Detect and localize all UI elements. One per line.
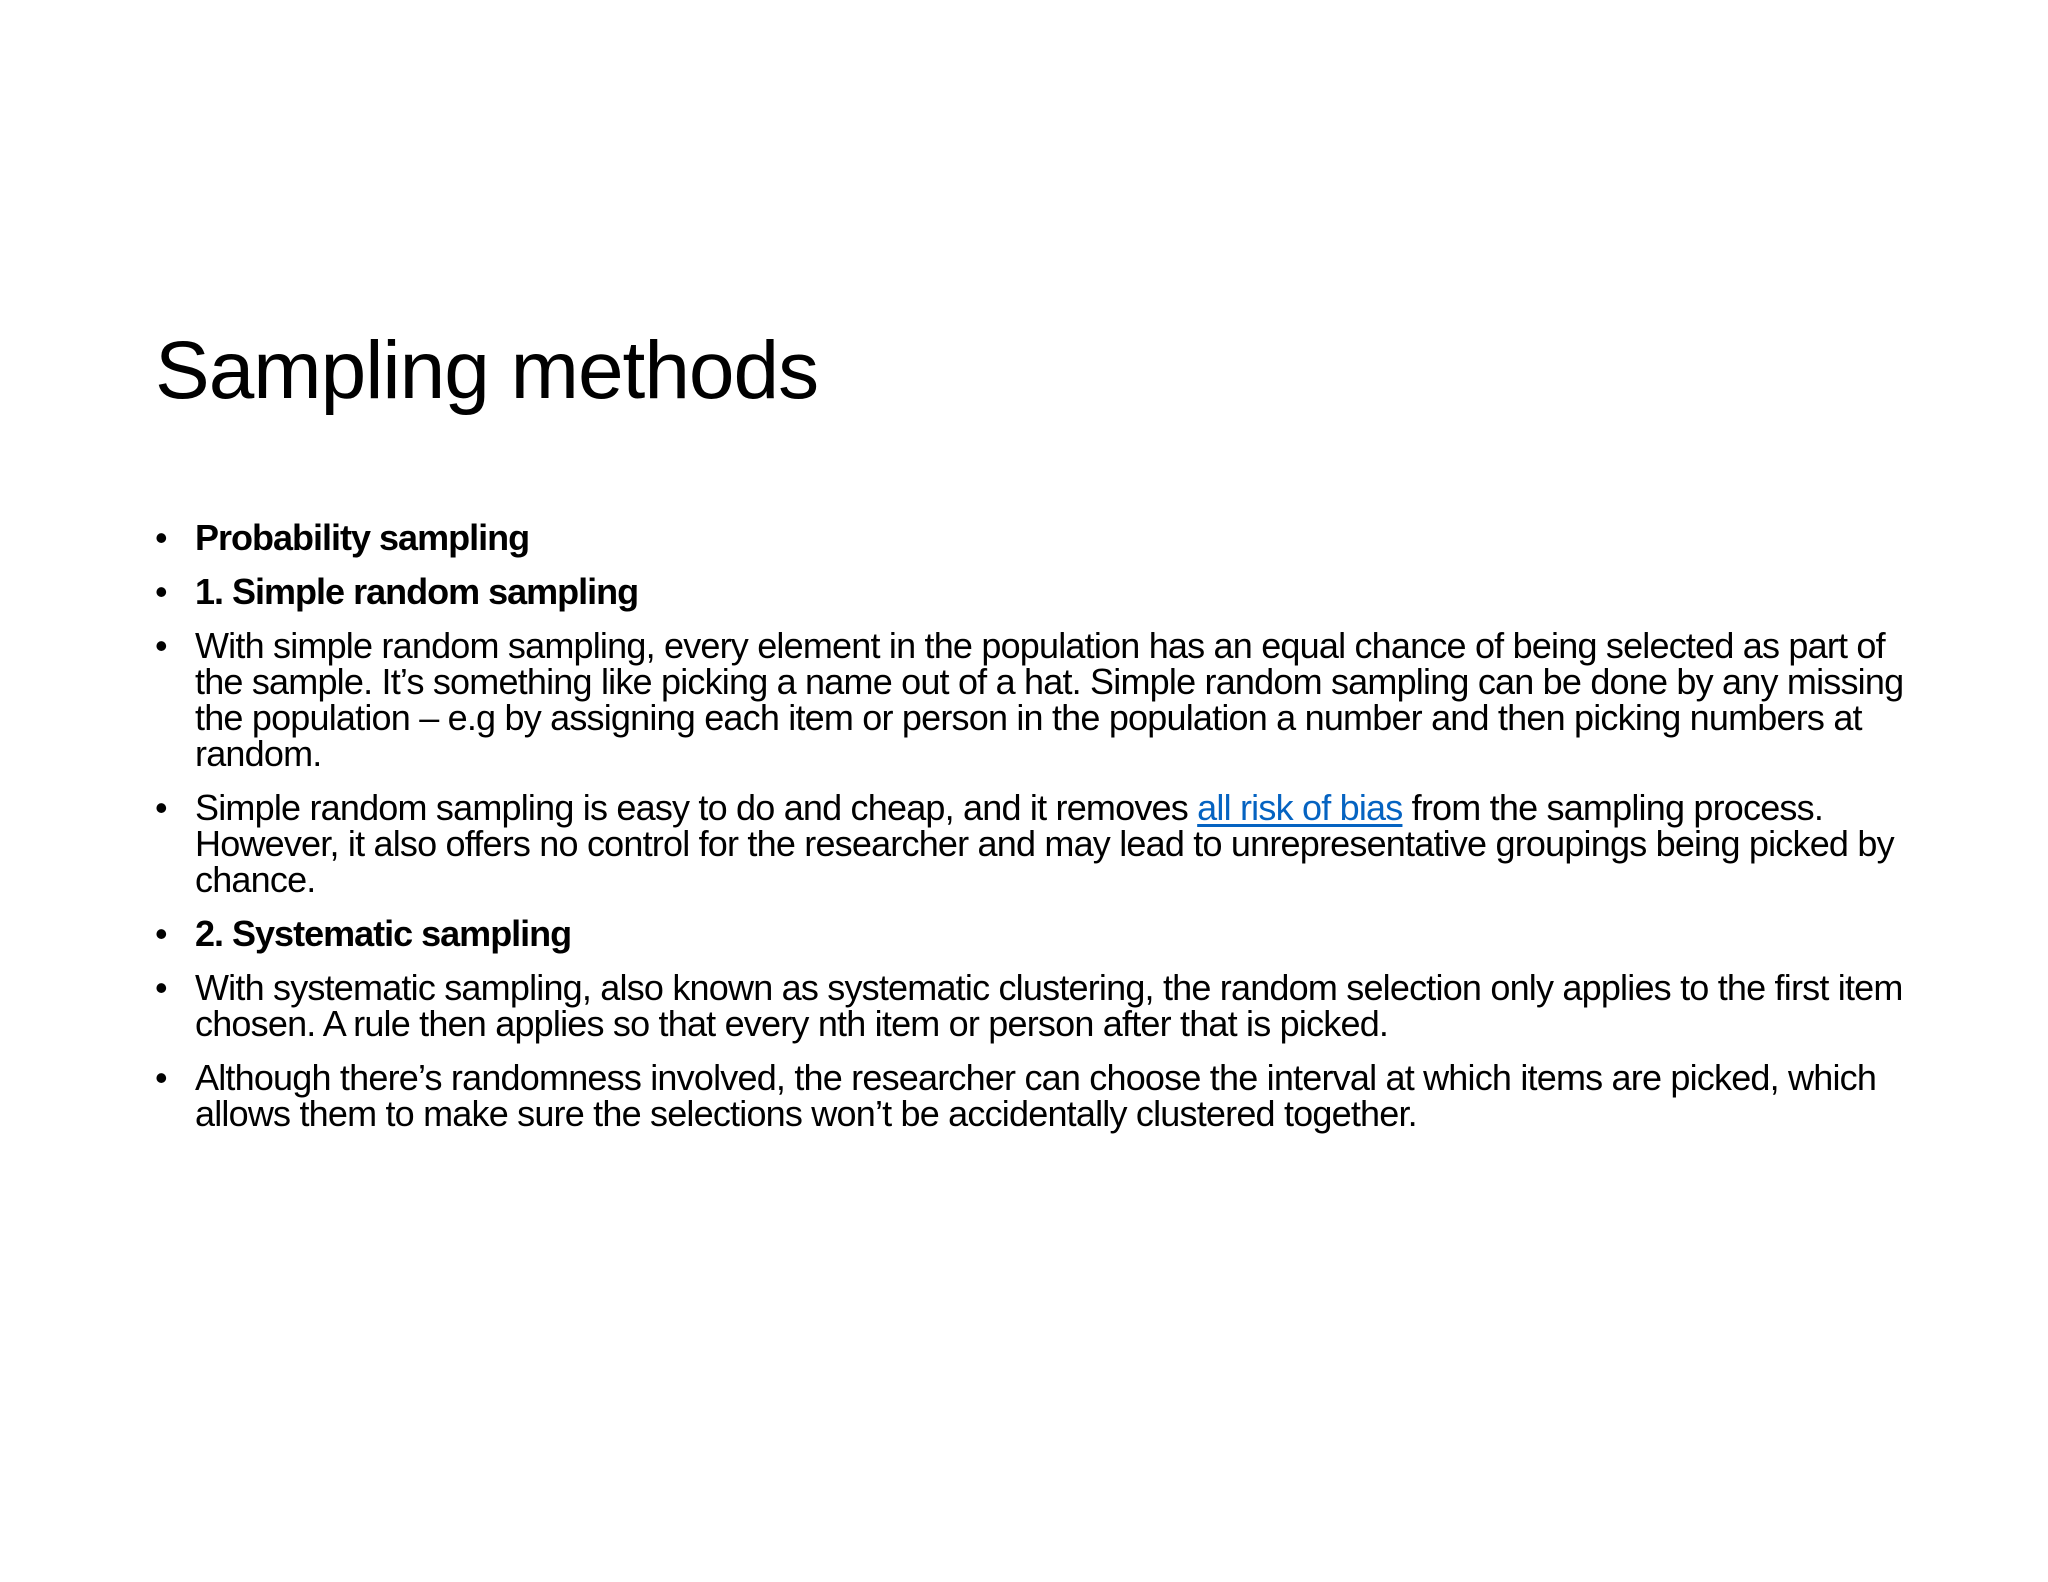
bullet-icon: • [155,1057,167,1098]
risk-of-bias-link[interactable]: all risk of bias [1197,787,1403,828]
bullet-text-before-link: Simple random sampling is easy to do and cheap, and it removes [195,787,1198,828]
bullet-text: 1. Simple random sampling [195,571,639,612]
bullet-icon: • [155,913,167,954]
bullet-icon: • [155,571,167,612]
bullet-text: Although there’s randomness involved, the researcher can choose the interval at which items are picked, which allows them to make sure the selections won’t be accidentally clustered together. [195,1057,1877,1134]
bullet-simple-random-pros-cons [155,787,1905,900]
bullet-systematic-heading [155,913,1905,954]
slide-title: Sampling methods [155,325,819,416]
bullet-icon: • [155,517,167,558]
bullet-text: 2. Systematic sampling [195,913,572,954]
bullet-simple-random-heading [155,571,1905,612]
bullet-icon: • [155,967,167,1008]
bullet-text: Probability sampling [195,517,530,558]
bullet-text: With systematic sampling, also known as systematic clustering, the random selection only applies to the first item chosen. A rule then applies so that every nth item or person after that is picked. [195,967,1903,1044]
bullet-simple-random-description [155,625,1905,774]
bullet-icon: • [155,625,167,666]
bullet-probability-sampling [155,517,1905,558]
bullet-list [155,517,1905,1150]
bullet-icon: • [155,787,167,828]
bullet-systematic-description [155,967,1905,1044]
bullet-text: With simple random sampling, every element in the population has an equal chance of being selected as part of the sample. It’s something like picking a name out of a hat. Simple random sampling can be done by any missing the population – e.g by assigning each item or person in the population a number and then picking numbers at random. [195,625,1904,774]
bullet-text-after-link: from the sampling process. However, it also offers no control for the researcher and may lead to unrepresentative groupings being picked by chance. [195,787,1894,900]
bullet-systematic-interval [155,1057,1905,1134]
